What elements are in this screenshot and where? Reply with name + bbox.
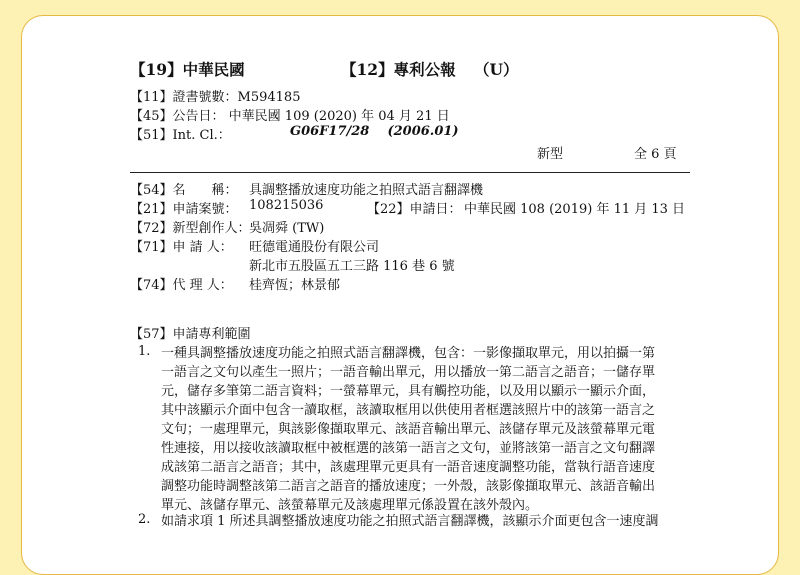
claim-line: 性連接，用以接收該讀取框中被框選的該第一語言之文句，並將該第一語言之文句翻譯 bbox=[161, 441, 656, 456]
claim-line: 元，儲存多筆第二語言資料；一螢幕單元，具有觸控功能，以及用以顯示一顯示介面， bbox=[161, 384, 656, 399]
creator-label: 【72】新型創作人： bbox=[130, 221, 251, 236]
claim-line: 一語言之文句以產生一照片；一語音輸出單元，用以播放一第二語言之語音；一儲存單 bbox=[161, 365, 656, 380]
title-label: 【54】名 稱： bbox=[130, 183, 238, 198]
application-number-value: 108215036 bbox=[249, 198, 324, 213]
title-value: 具調整播放速度功能之拍照式語言翻譯機 bbox=[249, 183, 484, 198]
claim-number: 2. bbox=[138, 512, 151, 527]
applicant-label: 【71】申 請 人： bbox=[130, 240, 233, 255]
creator-value: 吳凋舜 (TW) bbox=[249, 221, 325, 236]
agent-value: 桂齊恆；林景郁 bbox=[249, 278, 341, 293]
int-cl-value: G06F17/28 (2006.01) bbox=[290, 124, 459, 139]
page-count: 全 6 頁 bbox=[634, 147, 677, 162]
int-cl-label: 【51】Int. Cl.： bbox=[130, 128, 231, 143]
claim-line: 一種具調整播放速度功能之拍照式語言翻譯機，包含：一影像擷取單元，用以拍攝一第 bbox=[161, 346, 656, 361]
filing-date-label: 【22】申請日： bbox=[367, 202, 462, 217]
applicant-value: 旺德電通股份有限公司 bbox=[249, 240, 380, 255]
publication-date: 【45】公告日： 中華民國 109 (2020) 年 04 月 21 日 bbox=[130, 109, 450, 124]
claim-line: 如請求項 1 所述具調整播放速度功能之拍照式語言翻譯機，該顯示介面更包含一速度調 bbox=[161, 514, 659, 529]
country-heading: 【19】中華民國 bbox=[130, 60, 245, 79]
claim-line: 單元、該儲存單元、該螢幕單元及該處理單元係設置在該外殼內。 bbox=[161, 498, 539, 513]
claims-heading: 【57】申請專利範圍 bbox=[130, 327, 251, 342]
filing-date-value: 中華民國 108 (2019) 年 11 月 13 日 bbox=[464, 202, 686, 217]
applicant-address: 新北市五股區五工三路 116 巷 6 號 bbox=[249, 259, 455, 274]
claim-line: 成該第二語言之語音；其中，該處理單元更具有一語音速度調整功能，當執行語音速度 bbox=[161, 460, 656, 475]
claim-number: 1. bbox=[138, 344, 151, 359]
claim-text bbox=[161, 512, 698, 531]
claim-line: 調整功能時調整該第二語言之語音的播放速度；一外殼，該影像擷取單元、該語音輸出 bbox=[161, 479, 656, 494]
claim-line: 其中該顯示介面中包含一讀取框，該讀取框用以供使用者框選該照片中的該第一語言之 bbox=[161, 403, 656, 418]
claim-line: 文句；一處理單元，與該影像擷取單元、該語音輸出單元、該儲存單元及該螢幕單元電 bbox=[161, 422, 656, 437]
application-number-label: 【21】申請案號： bbox=[130, 202, 238, 217]
claim-text bbox=[161, 344, 698, 515]
kind-code: （U） bbox=[474, 60, 519, 79]
agent-label: 【74】代 理 人： bbox=[130, 278, 233, 293]
patent-gazette-page bbox=[21, 15, 779, 575]
separator-line bbox=[130, 172, 690, 173]
gazette-heading: 【12】專利公報 bbox=[341, 60, 456, 79]
certificate-number: 【11】證書號數：M594185 bbox=[130, 90, 301, 105]
patent-type: 新型 bbox=[537, 147, 564, 162]
